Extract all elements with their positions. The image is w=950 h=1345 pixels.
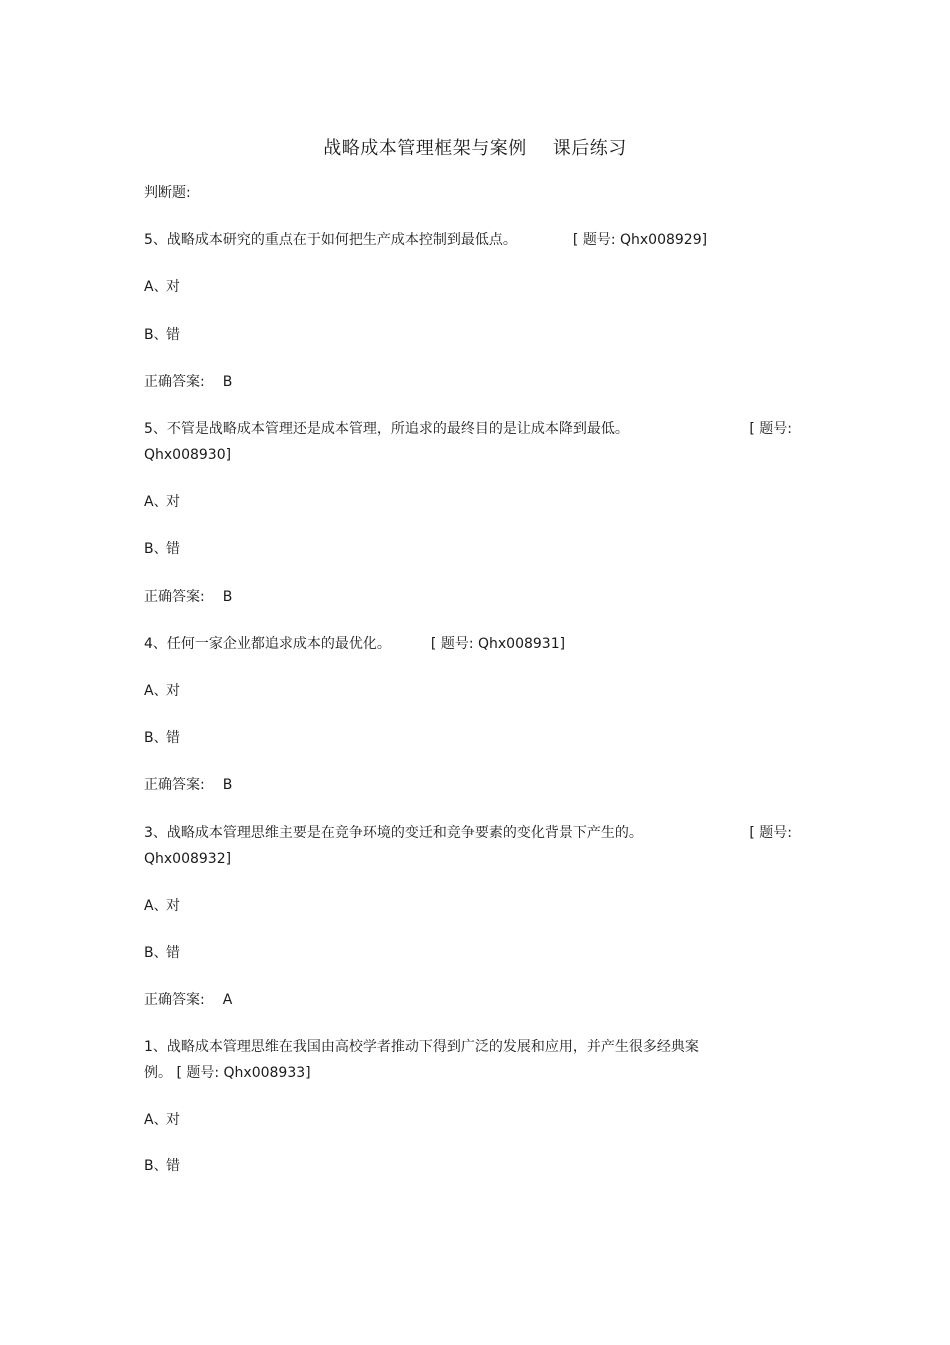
section-label: 判断题: — [144, 185, 191, 201]
correct-answer: 正确答案: A — [144, 992, 233, 1008]
question-text: 3、战略成本管理思维主要是在竞争环境的变迁和竞争要素的变化背景下产生的。 [ 题号: — [144, 820, 792, 846]
question-tag: [ 题号: — [749, 421, 792, 437]
question-text: 4、任何一家企业都追求成本的最优化。 [ 题号: Qhx008931] — [144, 636, 566, 652]
question-text: 5、战略成本研究的重点在于如何把生产成本控制到最低点。 [ 题号: Qhx008929] — [144, 232, 708, 248]
document-title — [0, 134, 950, 160]
option-b: B、错 — [144, 945, 180, 961]
option-b: B、错 — [144, 1158, 180, 1174]
title-main: 战略成本管理框架与案例 — [323, 138, 527, 159]
question-text: 5、不管是战略成本管理还是成本管理，所追求的最终目的是让成本降到最低。 [ 题号: — [144, 416, 792, 442]
option-a: A、对 — [144, 683, 180, 699]
question-text: 1、战略成本管理思维在我国由高校学者推动下得到广泛的发展和应用，并产生很多经典案 — [144, 1039, 699, 1055]
option-a: A、对 — [144, 279, 180, 295]
option-b: B、错 — [144, 541, 180, 557]
question-text-cont: 例。 [ 题号: Qhx008933] — [144, 1065, 311, 1081]
option-a: A、对 — [144, 898, 180, 914]
correct-answer: 正确答案: B — [144, 777, 233, 793]
question-tag: [ 题号: — [749, 825, 792, 841]
title-sub: 课后练习 — [552, 138, 627, 159]
option-a: A、对 — [144, 1112, 180, 1128]
correct-answer: 正确答案: B — [144, 589, 233, 605]
option-a: A、对 — [144, 494, 180, 510]
question-tag-cont: Qhx008932] — [144, 851, 232, 867]
question-tag: [ 题号: Qhx008931] — [430, 636, 566, 652]
correct-answer: 正确答案: B — [144, 374, 233, 390]
question-tag-cont: Qhx008930] — [144, 447, 232, 463]
option-b: B、错 — [144, 327, 180, 343]
option-b: B、错 — [144, 730, 180, 746]
question-tag: [ 题号: Qhx008929] — [572, 232, 708, 248]
